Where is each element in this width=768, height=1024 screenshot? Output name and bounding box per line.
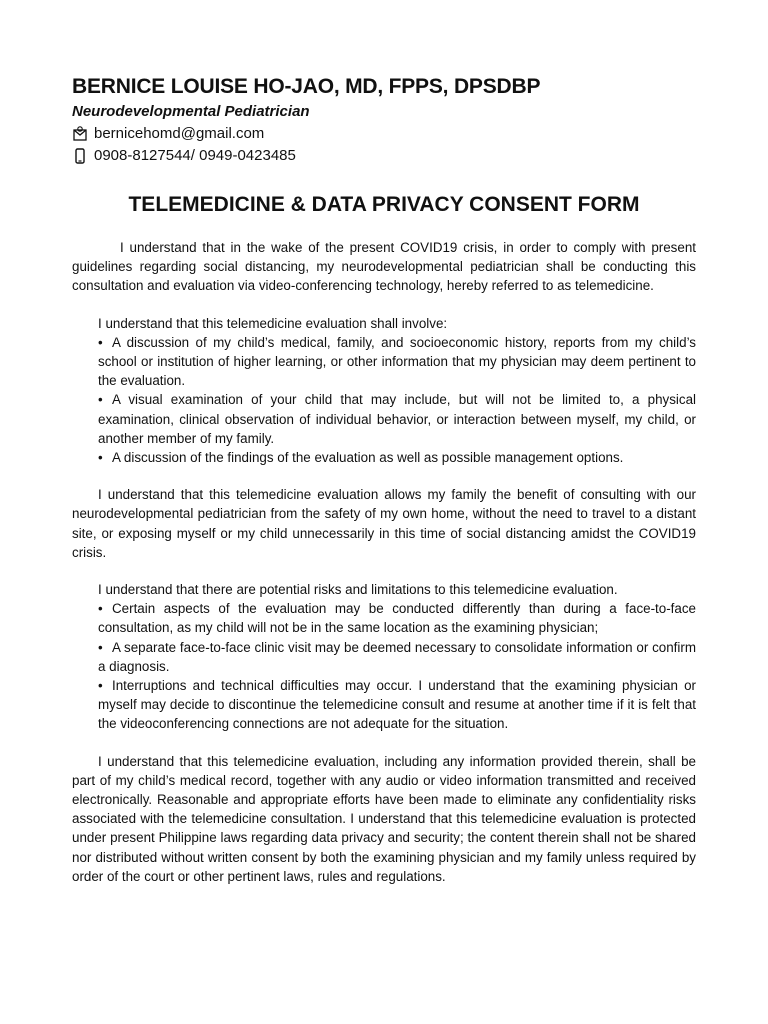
bullet-text: A discussion of my child’s medical, family, and socioeconomic history, reports from my child’s school or institution of higher learning, or other information that my physician may deem pertinent to the evaluation. — [98, 334, 696, 389]
risks-section — [72, 580, 696, 734]
involve-section — [72, 314, 696, 468]
form-heading: TELEMEDICINE & DATA PRIVACY CONSENT FORM — [128, 193, 640, 216]
privacy-paragraph: I understand that this telemedicine evaluation, including any information provided therein, shall be part of my child’s medical record, together with any audio or video information transmitted and received electronically. Reasonable and appropriate efforts have been made to eliminate any confidentiality risks associated with the telemedicine consultation. I understand that this telemedicine evaluation is protected under present Philippine laws regarding data privacy and security; the content therein shall not be shared nor distributed without written consent by both the examining physician and my family unless required by order of the court or other pertinent laws, rules and regulations. — [72, 753, 696, 884]
bullet-text: Interruptions and technical difficulties may occur. I understand that the examining physician or myself may decide to discontinue the telemedicine consult and resume at another time if it is felt that the videoconferencing connections are not adequate for the situation. — [98, 678, 696, 732]
risks-bullet — [72, 599, 696, 637]
bullet-text: A separate face-to-face clinic visit may be deemed necessary to consolidate information or confirm a diagnosis. — [98, 639, 696, 674]
involve-bullet — [72, 333, 696, 391]
phone-line — [72, 146, 696, 166]
bullet-glyph: • — [98, 639, 103, 655]
bullet-glyph: • — [98, 601, 103, 617]
bullet-glyph: • — [98, 334, 103, 350]
letterhead — [72, 74, 696, 166]
involve-bullet — [72, 448, 696, 467]
bullet-glyph: • — [98, 392, 103, 408]
benefit-paragraph: I understand that this telemedicine evaluation allows my family the benefit of consulting with our neurodevelopmental pediatrician from the safety of my own home, without the need to travel to a distant site, or exposing myself or my child unnecessarily in this time of social distancing amidst the COVID19 crisis. — [72, 487, 696, 560]
bullet-text: A discussion of the findings of the evaluation as well as possible management options. — [112, 450, 624, 466]
email-icon — [72, 126, 88, 142]
physician-name: BERNICE LOUISE HO-JAO, MD, FPPS, DPSDBP — [72, 75, 541, 98]
involve-bullet — [72, 390, 696, 448]
risks-bullet — [72, 676, 696, 734]
bullet-glyph: • — [98, 678, 103, 694]
email-line — [72, 124, 696, 144]
mobile-phone-icon — [72, 148, 88, 164]
intro-paragraph: I understand that in the wake of the present COVID19 crisis, in order to comply with present guidelines regarding social distancing, my neurodevelopmental pediatrician shall be conducting this consultation and evaluation via video-conferencing technology, hereby referred to as telemedicine. — [72, 240, 696, 294]
bullet-text: Certain aspects of the evaluation may be conducted differently than during a face-to-face consultation, as my child will not be in the same location as the examining physician; — [98, 601, 696, 636]
risks-lead: I understand that there are potential risks and limitations to this telemedicine evaluation. — [98, 582, 618, 598]
bullet-text: A visual examination of your child that may include, but will not be limited to, a physical examination, clinical observation of individual behavior, or interaction between myself, my child, or another member of my family. — [98, 392, 696, 446]
involve-lead: I understand that this telemedicine evaluation shall involve: — [98, 315, 448, 331]
bullet-glyph: • — [98, 450, 103, 466]
risks-bullet — [72, 638, 696, 676]
email-address: bernicehomd@gmail.com — [94, 125, 265, 142]
physician-title: Neurodevelopmental Pediatrician — [72, 103, 310, 120]
phone-numbers: 0908-8127544/ 0949-0423485 — [94, 147, 296, 164]
